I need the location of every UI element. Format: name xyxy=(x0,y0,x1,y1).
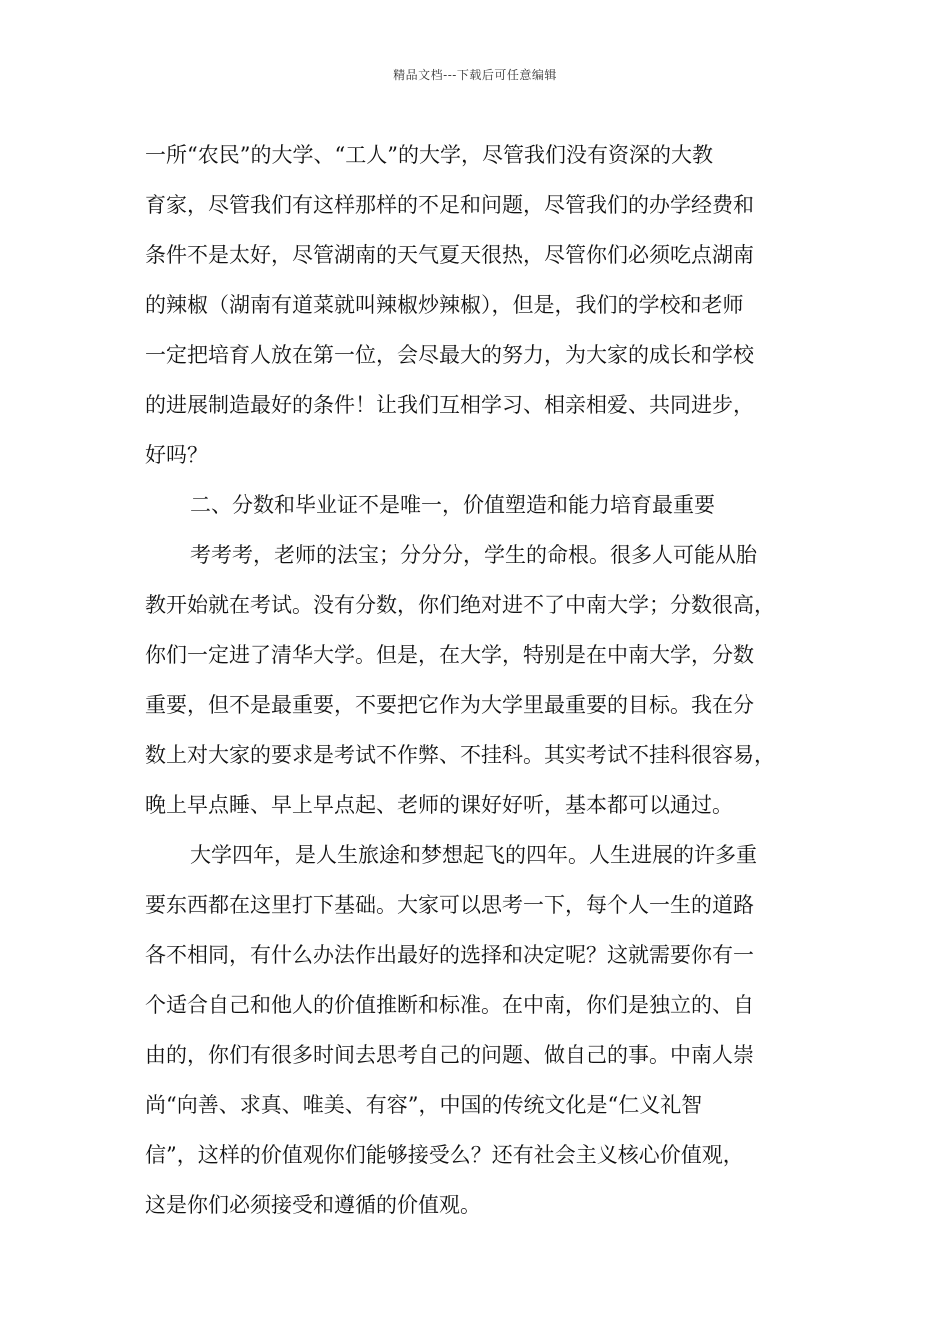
text-line: 晚上早点睡、早上早点起、老师的课好好听，基本都可以通过。 xyxy=(145,793,733,817)
text-line: 教开始就在考试。没有分数，你们绝对进不了中南大学；分数很高， xyxy=(145,593,775,617)
text-line: 考考考，老师的法宝；分分分，学生的命根。很多人可能从胎 xyxy=(190,543,757,567)
paragraph-values xyxy=(145,830,815,1230)
text-line: 大学四年，是人生旅途和梦想起飞的四年。人生进展的许多重 xyxy=(190,843,757,867)
text-line: 重要，但不是最重要，不要把它作为大学里最重要的目标。我在分 xyxy=(145,693,754,717)
text-line: 育家，尽管我们有这样那样的不足和问题，尽管我们的办学经费和 xyxy=(145,193,754,217)
text-line: 的进展制造最好的条件！让我们互相学习、相亲相爱、共同进步， xyxy=(145,393,754,417)
text-line: 要东西都在这里打下基础。大家可以思考一下，每个人一生的道路 xyxy=(145,893,754,917)
text-line: 好吗？ xyxy=(145,443,208,467)
text-line: 你们一定进了清华大学。但是，在大学，特别是在中南大学，分数 xyxy=(145,643,754,667)
text-line: 信”，这样的价值观你们能够接受么？还有社会主义核心价值观， xyxy=(145,1143,744,1167)
section-heading-text: 二、分数和毕业证不是唯一，价值塑造和能力培育最重要 xyxy=(190,493,715,517)
page-header: 精品文档---下载后可任意编辑 xyxy=(393,68,557,82)
text-line: 数上对大家的要求是考试不作弊、不挂科。其实考试不挂科很容易， xyxy=(145,743,775,767)
text-line: 条件不是太好，尽管湖南的天气夏天很热，尽管你们必须吃点湖南 xyxy=(145,243,754,267)
text-line: 个适合自己和他人的价值推断和标准。在中南，你们是独立的、自 xyxy=(145,993,754,1017)
text-line: 一所“农民”的大学、“工人”的大学，尽管我们没有资深的大教 xyxy=(145,143,713,167)
paragraph-intro xyxy=(145,130,815,480)
text-line: 各不相同，有什么办法作出最好的选择和决定呢？这就需要你有一 xyxy=(145,943,754,967)
text-line: 由的，你们有很多时间去思考自己的问题、做自己的事。中南人崇 xyxy=(145,1043,754,1067)
section-heading xyxy=(145,480,815,530)
text-line: 的辣椒（湖南有道菜就叫辣椒炒辣椒），但是，我们的学校和老师 xyxy=(145,293,744,317)
text-line: 尚“向善、求真、唯美、有容”，中国的传统文化是“仁义礼智 xyxy=(145,1093,703,1117)
text-line: 这是你们必须接受和遵循的价值观。 xyxy=(145,1193,481,1217)
document-body xyxy=(145,130,815,1230)
paragraph-exams xyxy=(145,530,815,830)
text-line: 一定把培育人放在第一位，会尽最大的努力，为大家的成长和学校 xyxy=(145,343,754,367)
